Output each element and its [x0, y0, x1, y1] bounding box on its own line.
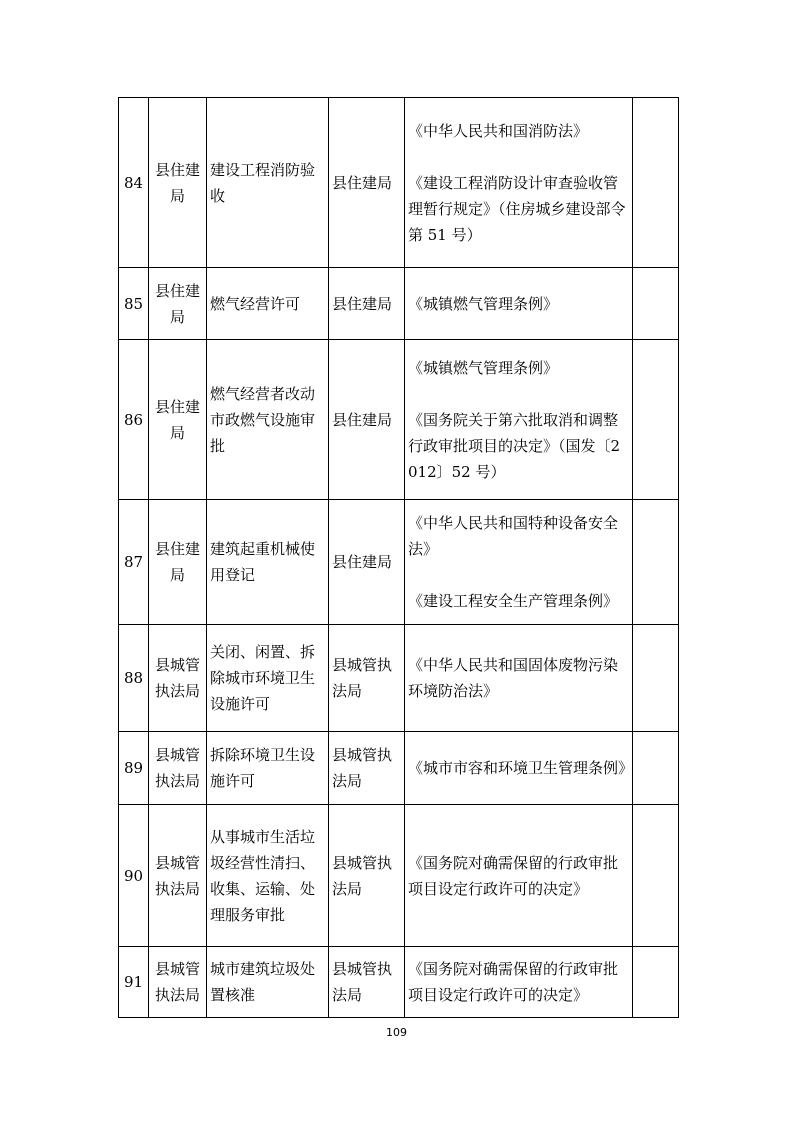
- table-body: [119, 98, 679, 1018]
- legal-basis-cell: [405, 805, 633, 947]
- table-row: [119, 268, 679, 340]
- table-row: [119, 732, 679, 805]
- legal-basis-entry: 《城镇燃气管理条例》: [408, 294, 559, 313]
- implementing-agency-cell: 县住建局: [329, 500, 405, 625]
- approval-items-table: [118, 97, 679, 1018]
- legal-basis-cell: [405, 268, 633, 340]
- item-name-cell: 拆除环境卫生设施许可: [207, 732, 329, 805]
- item-name-cell: 燃气经营许可: [207, 268, 329, 340]
- row-number-cell: 88: [119, 625, 149, 732]
- table-row: [119, 98, 679, 268]
- legal-basis-entry: 《国务院对确需保留的行政审批项目设定行政许可的决定》: [408, 960, 619, 1004]
- department-cell: 县城管执法局: [149, 625, 207, 732]
- table-row: [119, 500, 679, 625]
- implementing-agency-cell: 县住建局: [329, 268, 405, 340]
- table-row: [119, 340, 679, 500]
- legal-basis-cell: [405, 732, 633, 805]
- item-name-cell: 从事城市生活垃圾经营性清扫、收集、运输、处理服务审批: [207, 805, 329, 947]
- legal-basis-entry: 《城市市容和环境卫生管理条例》: [408, 759, 634, 777]
- legal-basis-entry: 《中华人民共和国特种设备安全法》: [408, 514, 619, 558]
- legal-basis-entry: 《中华人民共和国固体废物污染环境防治法》: [408, 656, 619, 700]
- remarks-cell: [633, 500, 679, 625]
- remarks-cell: [633, 732, 679, 805]
- implementing-agency-cell: 县城管执法局: [329, 947, 405, 1018]
- row-number-cell: 86: [119, 340, 149, 500]
- remarks-cell: [633, 268, 679, 340]
- legal-basis-entry: 《建设工程安全生产管理条例》: [408, 592, 619, 610]
- legal-basis-entry: 《建设工程消防设计审查验收管理暂行规定》（住房城乡建设部令第 51 号）: [408, 173, 626, 244]
- legal-basis-entry: 《中华人民共和国消防法》: [408, 121, 589, 140]
- remarks-cell: [633, 340, 679, 500]
- remarks-cell: [633, 625, 679, 732]
- row-number-cell: 87: [119, 500, 149, 625]
- item-name-cell: 城市建筑垃圾处置核准: [207, 947, 329, 1018]
- implementing-agency-cell: 县城管执法局: [329, 625, 405, 732]
- page-number: 109: [386, 1026, 407, 1039]
- department-cell: 县城管执法局: [149, 947, 207, 1018]
- legal-basis-cell: [405, 947, 633, 1018]
- table-row: [119, 947, 679, 1018]
- remarks-cell: [633, 98, 679, 268]
- legal-basis-cell: [405, 98, 633, 268]
- item-name-cell: 燃气经营者改动市政燃气设施审批: [207, 340, 329, 500]
- row-number-cell: 84: [119, 98, 149, 268]
- legal-basis-cell: [405, 625, 633, 732]
- row-number-cell: 90: [119, 805, 149, 947]
- row-number-cell: 89: [119, 732, 149, 805]
- implementing-agency-cell: 县城管执法局: [329, 805, 405, 947]
- department-cell: 县城管执法局: [149, 805, 207, 947]
- implementing-agency-cell: 县住建局: [329, 340, 405, 500]
- remarks-cell: [633, 805, 679, 947]
- table-row: [119, 625, 679, 732]
- item-name-cell: 关闭、闲置、拆除城市环境卫生设施许可: [207, 625, 329, 732]
- legal-basis-entry: 《城镇燃气管理条例》: [408, 358, 559, 377]
- implementing-agency-cell: 县住建局: [329, 98, 405, 268]
- item-name-cell: 建设工程消防验收: [207, 98, 329, 268]
- department-cell: 县住建局: [149, 98, 207, 268]
- department-cell: 县住建局: [149, 340, 207, 500]
- department-cell: 县住建局: [149, 268, 207, 340]
- implementing-agency-cell: 县城管执法局: [329, 732, 405, 805]
- department-cell: 县住建局: [149, 500, 207, 625]
- item-name-cell: 建筑起重机械使用登记: [207, 500, 329, 625]
- legal-basis-entry: 《国务院关于第六批取消和调整行政审批项目的决定》（国发〔2012〕52 号）: [408, 410, 621, 481]
- legal-basis-entry: 《国务院对确需保留的行政审批项目设定行政许可的决定》: [408, 853, 619, 898]
- table-row: [119, 805, 679, 947]
- legal-basis-cell: [405, 500, 633, 625]
- legal-basis-cell: [405, 340, 633, 500]
- row-number-cell: 91: [119, 947, 149, 1018]
- department-cell: 县城管执法局: [149, 732, 207, 805]
- remarks-cell: [633, 947, 679, 1018]
- row-number-cell: 85: [119, 268, 149, 340]
